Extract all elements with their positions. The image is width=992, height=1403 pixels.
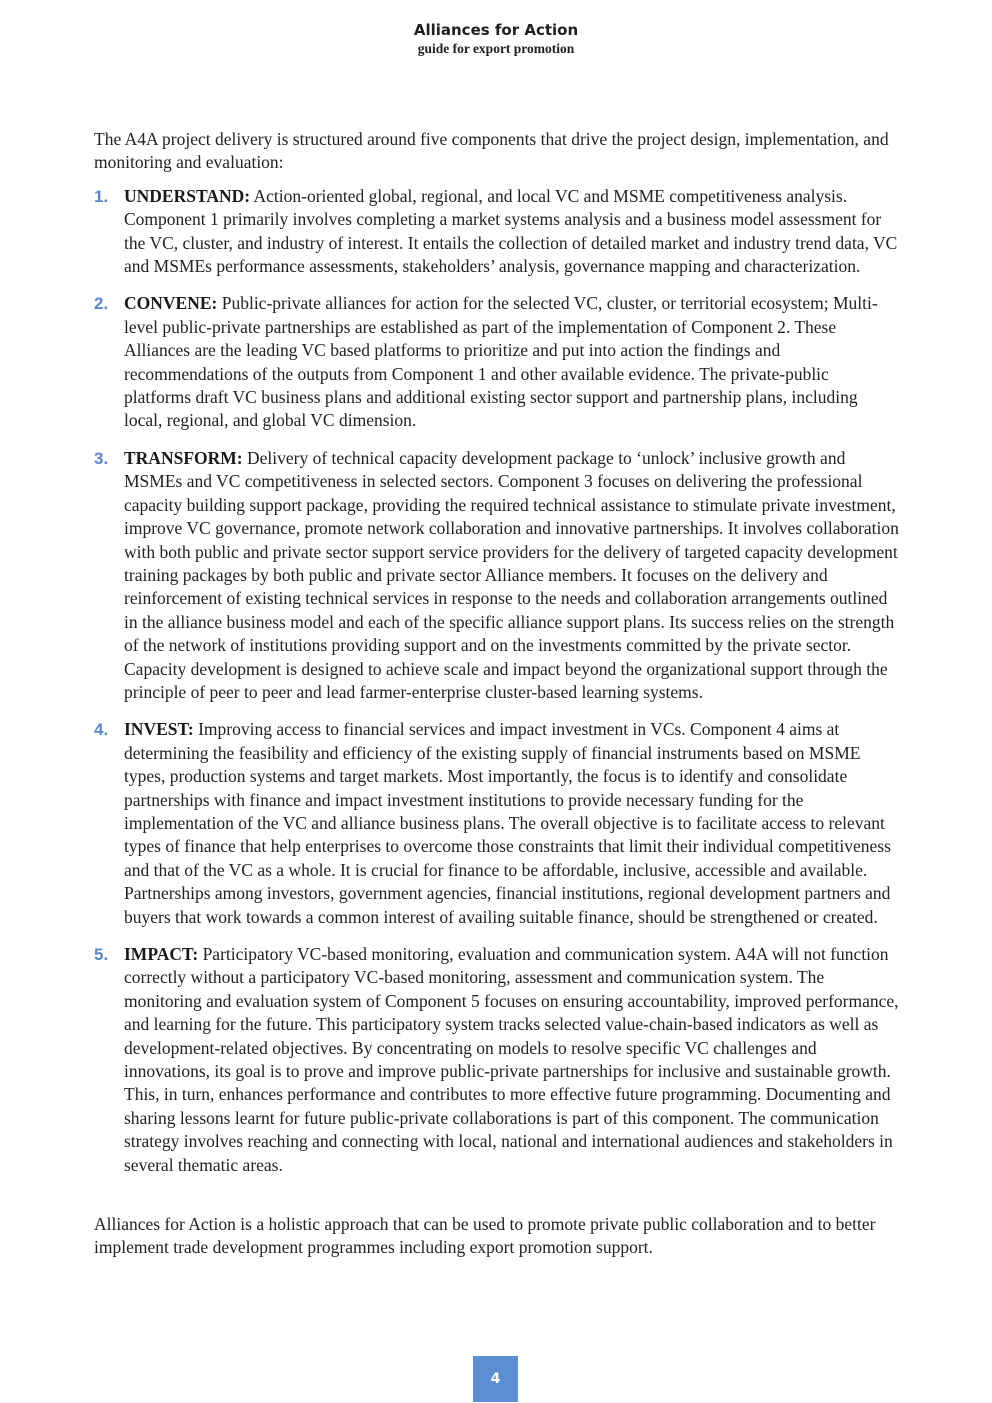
list-item <box>94 292 900 432</box>
list-item-text: Improving access to financial services and impact investment in VCs. Component 4 aims at determining the feasibility and efficiency of the existing supply of financial instruments based on MSME types, production systems and target markets. Most importantly, the focus is to identify and consolidate partnerships with finance and impact investment institutions to provide necessary funding for the implementation of the VC and alliance business plans. The overall objective is to facilitate access to relevant types of finance that help enterprises to overcome those constraints that limit their individual competitiveness and that of the VC as a whole. It is crucial for finance to be affordable, inclusive, accessible and available. Partnerships among investors, government agencies, financial institutions, regional development partners and buyers that work towards a common interest of availing suitable finance, should be strengthened or created. <box>124 719 891 927</box>
document-body <box>94 128 900 1260</box>
page-number-badge: 4 <box>473 1356 518 1402</box>
list-item-term: UNDERSTAND: <box>124 185 251 206</box>
list-item-number: 2. <box>94 294 109 314</box>
list-item-term: IMPACT: <box>124 944 199 964</box>
list-item-term: INVEST: <box>124 719 194 740</box>
list-item-text: Participatory VC-based monitoring, evaluation and communication system. A4A will not function correctly without a participatory VC-based monitoring, assessment and communication system. The monitoring and evaluation system of Component 5 focuses on ensuring accountability, improved performance, and learning for the future. This participatory system tracks selected value-chain-based indicators as well as development-related objectives. By concentrating on models to resolve specific VC challenges and innovations, its goal is to prove and improve public-private partnerships for inclusive and sustainable growth. This, in turn, enhances performance and contributes to more effective future programming. Documenting and sharing lessons learnt for future public-private collaborations is part of this component. The communication strategy involves reaching and connecting with local, national and international audiences and stakeholders in several thematic areas. <box>124 944 899 1175</box>
component-list <box>94 185 900 1177</box>
list-item-text: Public-private alliances for action for the selected VC, cluster, or territorial ecosystem; Multi-level public-private partnerships are established as part of the implementation of Component 2. These Alliances are the leading VC based platforms to prioritize and put into action the findings and recommendations of the outputs from Component 1 and other available evidence. The private-public platforms draft VC business plans and additional existing sector support and partnership plans, including local, regional, and global VC dimension. <box>124 293 878 431</box>
intro-paragraph: The A4A project delivery is structured around five components that drive the project design, implementation, and monitoring and evaluation: <box>94 129 889 173</box>
list-item-term: CONVENE: <box>124 293 218 314</box>
list-item-text: Delivery of technical capacity development package to ‘unlock’ inclusive growth and MSMEs and VC competitiveness in selected sectors. Component 3 focuses on delivering the professional capacity building support package, providing the required technical assistance to stimulate private investment, improve VC governance, promote network collaboration and innovative partnerships. It involves collaboration with both public and private sector support service providers for the delivery of targeted capacity development training packages by both public and private sector Alliance members. It focuses on the delivery and reinforcement of existing technical services in response to the needs and collaboration arrangements outlined in the alliance business model and each of the specific alliance support plans. Its success relies on the strength of the network of institutions providing support and on the investments committed by the private sector. Capacity development is designed to achieve scale and impact beyond the organizational support through the principle of peer to peer and lead farmer-enterprise cluster-based learning systems. <box>124 447 899 702</box>
header-subtitle: guide for export promotion <box>417 41 575 56</box>
list-item <box>94 943 900 1177</box>
list-item-number: 3. <box>94 448 109 468</box>
header-title: Alliances for Action <box>413 21 579 39</box>
list-item <box>94 718 900 929</box>
closing-paragraph: Alliances for Action is a holistic approach that can be used to promote private public collaboration and to better implement trade development programmes including export promotion support. <box>94 1214 876 1258</box>
list-item <box>94 447 900 704</box>
list-item-number: 5. <box>94 945 109 964</box>
page-header <box>0 20 992 58</box>
list-item-term: TRANSFORM: <box>124 447 243 468</box>
list-item <box>94 185 900 279</box>
list-item-number: 4. <box>94 720 109 740</box>
list-item-text: Action-oriented global, regional, and local VC and MSME competitiveness analysis. Component 1 primarily involves completing a market systems analysis and a business model assessment for the VC, cluster, and industry of interest. It entails the collection of detailed market and industry trend data, VC and MSMEs performance assessments, stakeholders’ analysis, governance mapping and characterization. <box>124 185 898 277</box>
list-item-number: 1. <box>94 186 109 206</box>
